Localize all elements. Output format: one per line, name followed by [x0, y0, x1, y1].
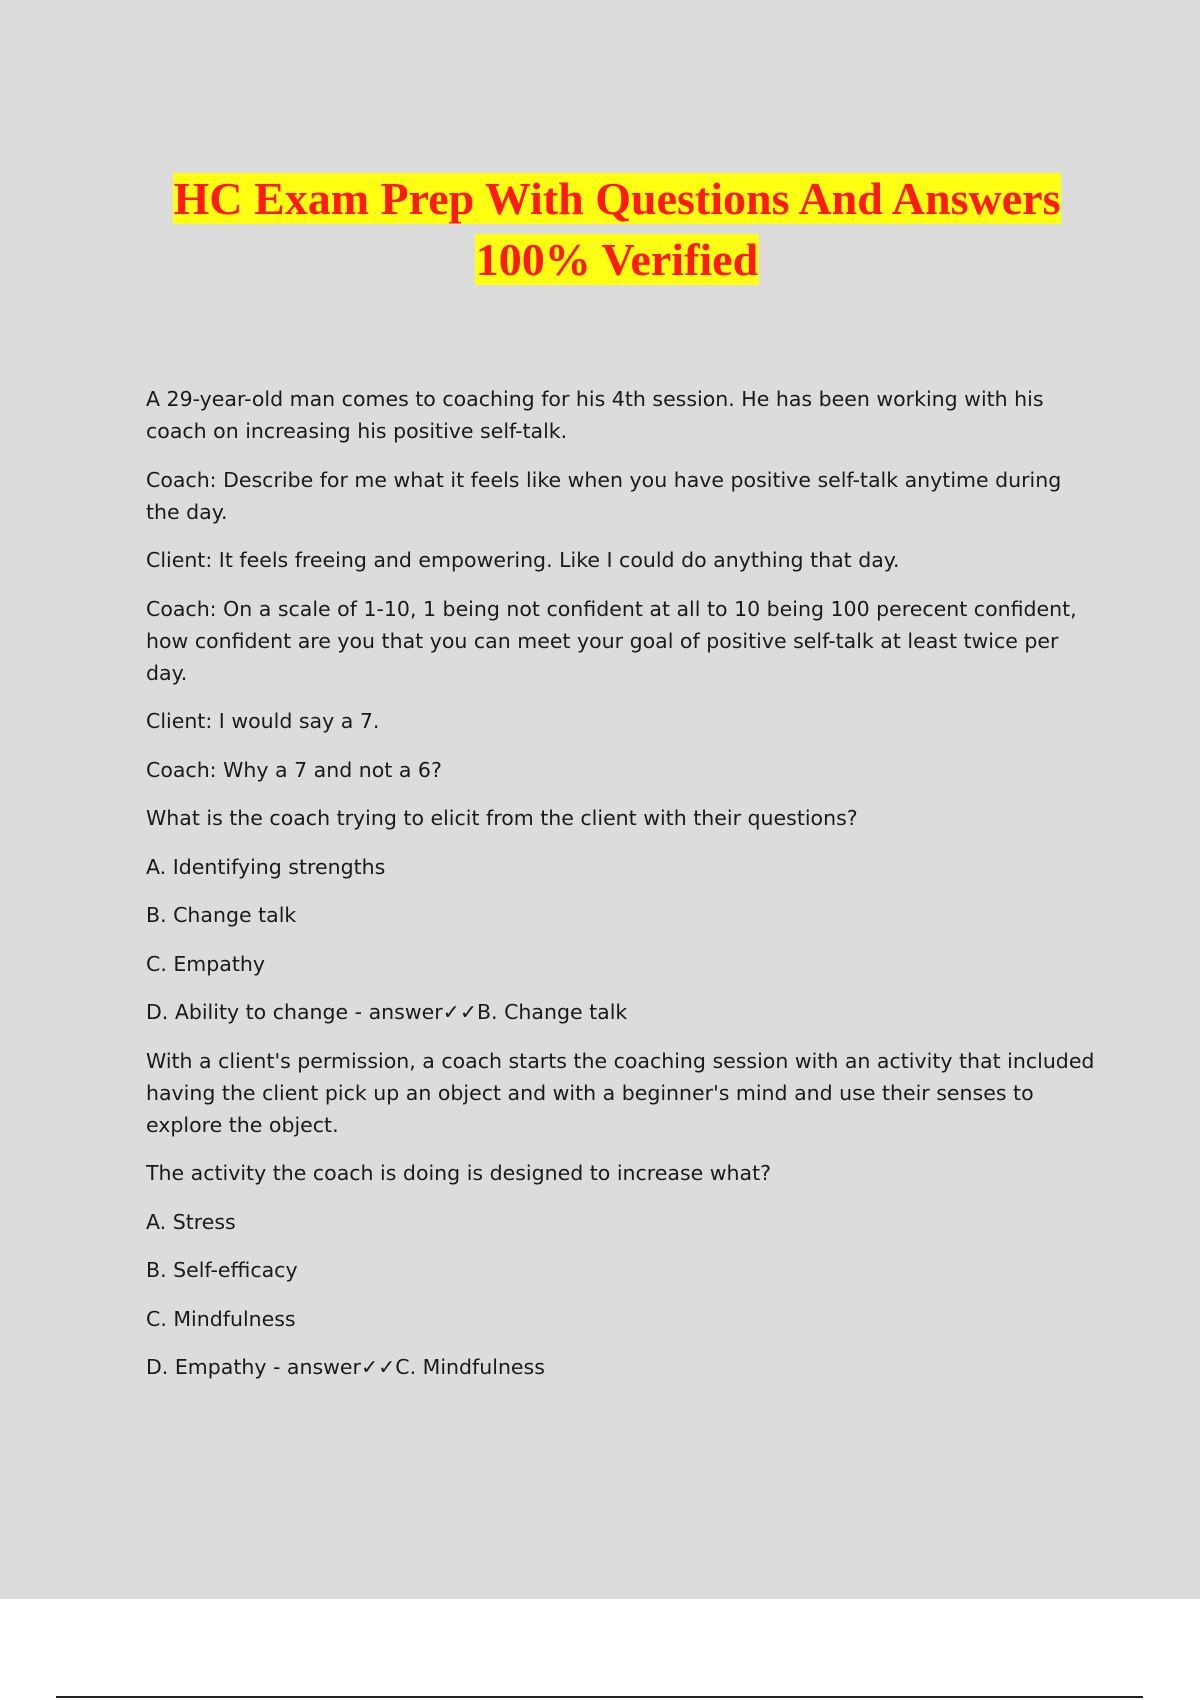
question-1-coach-line-3: Coach: Why a 7 and not a 6? [146, 757, 442, 782]
question-2-option-a: A. Stress [146, 1209, 236, 1234]
question-1-option-a: A. Identifying strengths [146, 854, 386, 879]
question-1-client-line-2: Client: I would say a 7. [146, 709, 380, 733]
document-title [0, 168, 1200, 290]
question-2-option-c: C. Mindfulness [146, 1306, 296, 1331]
question-2-prompt: The activity the coach is doing is designed to increase what? [146, 1161, 771, 1185]
question-2-scenario: With a client's permission, a coach starts the coaching session with an activity that included having the client pick up an object and with a beginner's mind and use their senses to explore the object. [146, 1048, 1095, 1137]
document-body [146, 383, 1096, 1400]
question-1-scenario: A 29-year-old man comes to coaching for his 4th session. He has been working with his coach on increasing his positive self-talk. [146, 387, 1044, 443]
question-1-option-d-answer: D. Ability to change - answer✓✓B. Change talk [146, 1000, 628, 1024]
title-line-1: HC Exam Prep With Questions And Answers [173, 173, 1061, 224]
question-2-option-d-answer: D. Empathy - answer✓✓C. Mindfulness [146, 1355, 545, 1379]
question-1-coach-line-2: Coach: On a scale of 1-10, 1 being not confident at all to 10 being 100 perecent confident, how confident are you that you can meet your goal of positive self-talk at least twice per day. [146, 596, 1077, 685]
question-1-client-line-1: Client: It feels freeing and empowering. Like I could do anything that day. [146, 548, 900, 572]
page-bottom-rule [56, 1696, 1143, 1698]
question-1-option-b: B. Change talk [146, 903, 297, 927]
question-1-option-c: C. Empathy [146, 951, 266, 976]
title-line-2: 100% Verified [475, 234, 759, 285]
question-2-option-b: B. Self-efficacy [146, 1258, 298, 1282]
question-1-coach-line-1: Coach: Describe for me what it feels like when you have positive self-talk anytime during the day. [146, 467, 1062, 524]
question-1-prompt: What is the coach trying to elicit from the client with their questions? [146, 806, 858, 830]
